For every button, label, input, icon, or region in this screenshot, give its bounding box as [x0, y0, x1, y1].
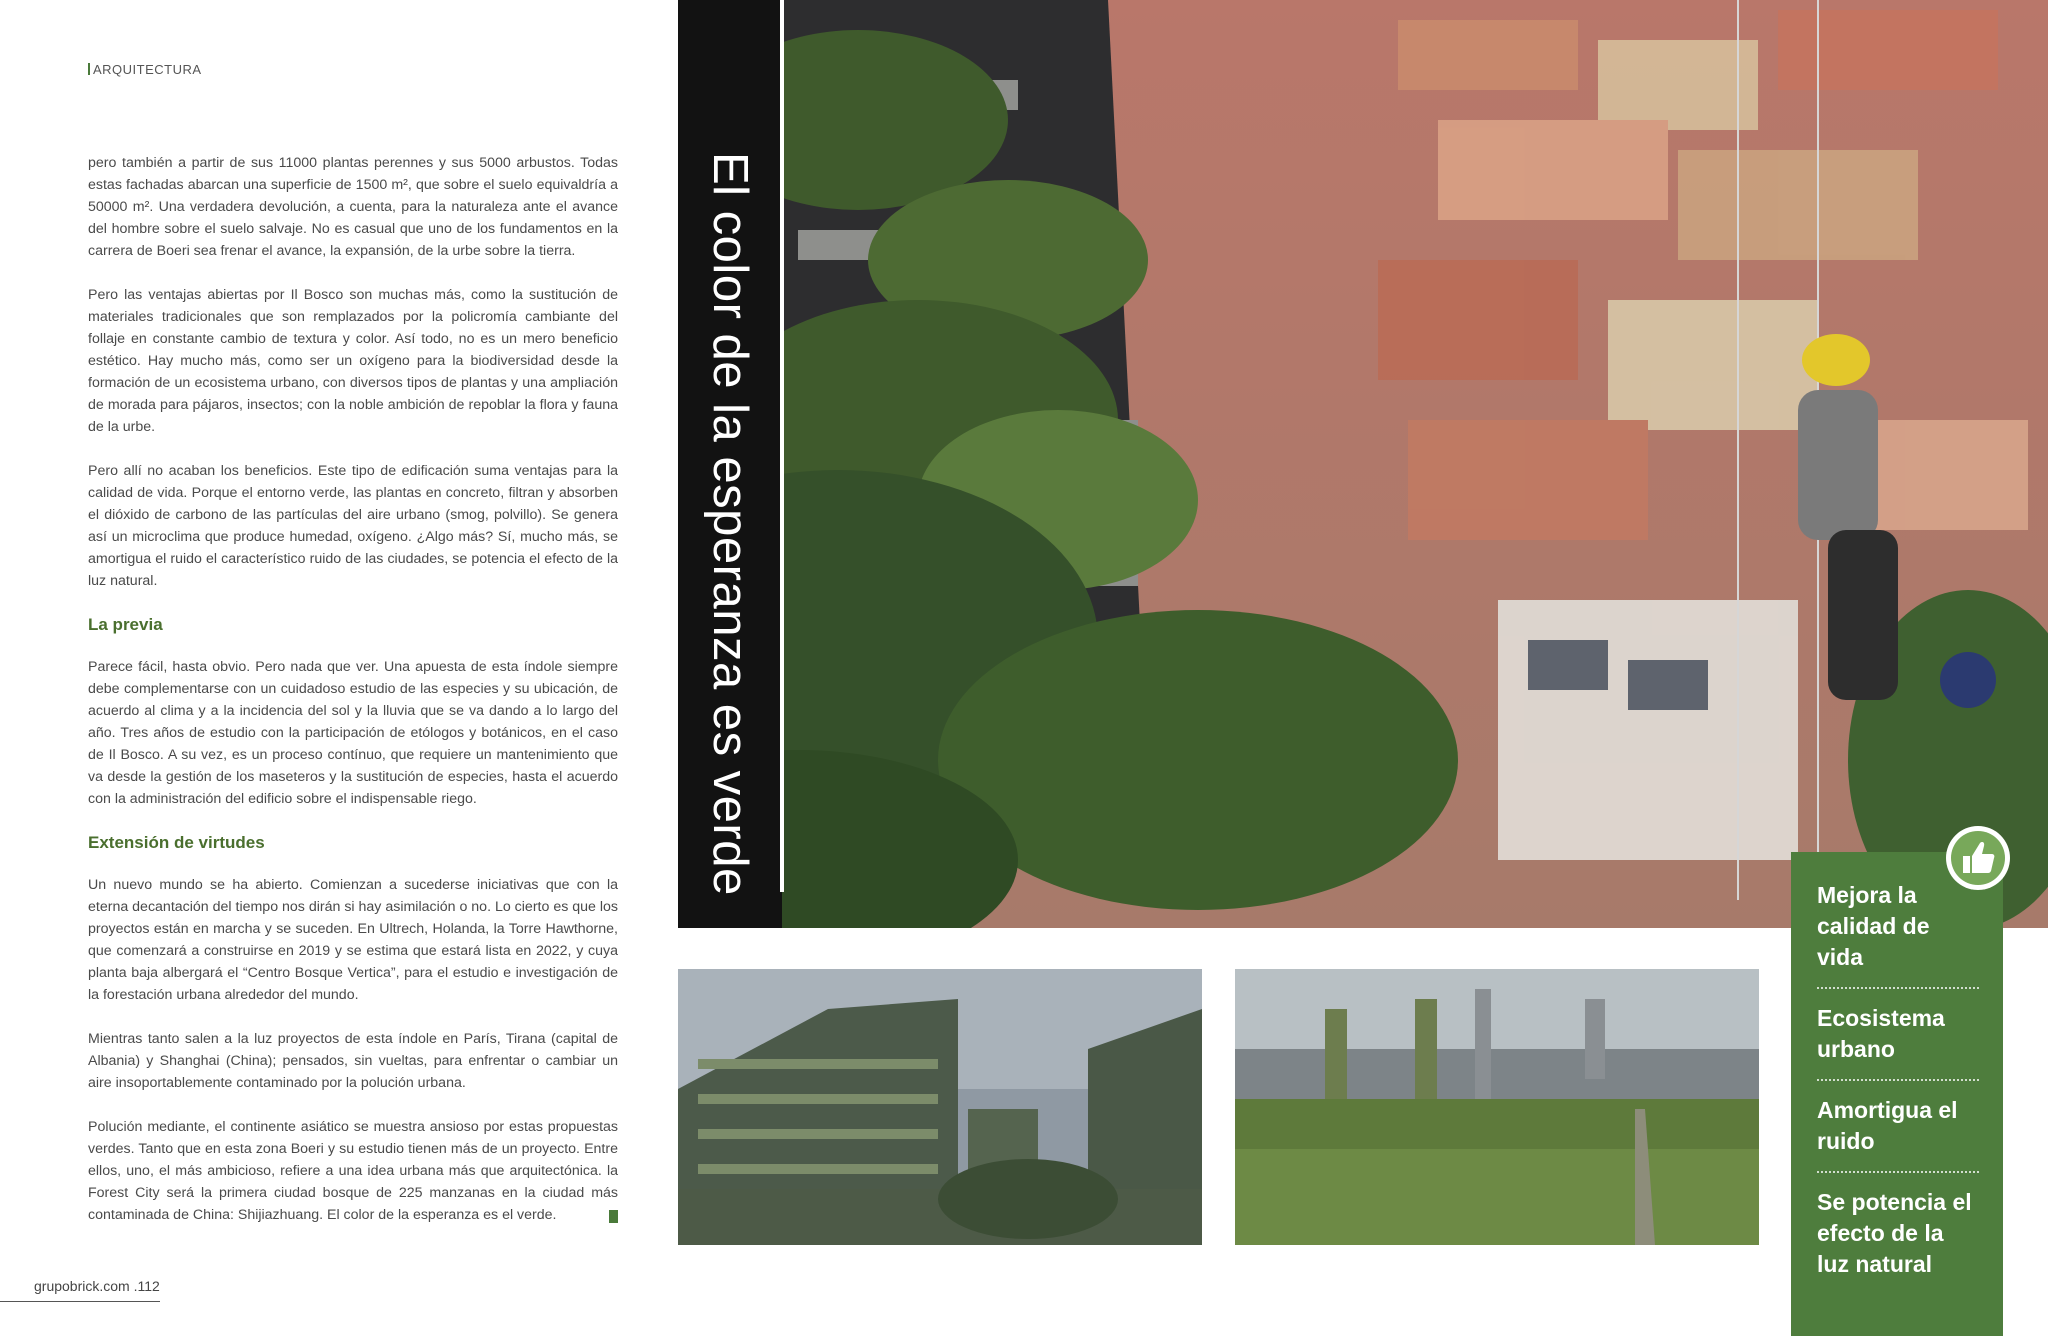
- article-body: [88, 152, 618, 1226]
- hero-title: El color de la esperanza es verde: [703, 152, 757, 896]
- hero-photo-illustration: [678, 0, 2048, 928]
- article-paragraph-3: Pero allí no acaban los beneficios. Este tipo de edificación suma ventajas para la calidad de vida. Porque el entorno verde, las plantas en concreto, filtran y absorben el dióxido de carbono de las partículas del aire urbano (smog, polvillo). Se genera así un microclima que produce humedad, oxígeno. ¿Algo más? Sí, mucho más, se amortigua el ruido el característico ruido de las ciudades, se potencia el efecto de la luz natural.: [88, 463, 618, 589]
- section-label-text: ARQUITECTURA: [93, 62, 202, 77]
- section-label-bar: [88, 63, 90, 75]
- thumbs-up-badge: [1946, 826, 2010, 890]
- photo-city-park-view-illustration: [1235, 969, 1759, 1245]
- end-of-article-mark: [609, 1210, 618, 1223]
- subheading-extension-de-virtudes: Extensión de virtudes: [88, 833, 265, 852]
- highlights-list: [1791, 880, 2003, 1308]
- page-footer: grupobrick.com .112: [34, 1278, 160, 1294]
- subheading-la-previa: La previa: [88, 615, 163, 634]
- article-paragraph-2: Pero las ventajas abiertas por Il Bosco son muchas más, como la sustitución de materiales tradicionales que son remplazados por la policromía cambiante del follaje en constante cambio de textura y color. Así todo, no es un mero beneficio estético. Hay mucho más, como ser un oxígeno para la biodiversidad desde la formación de un ecosistema urbano, con diversos tipos de plantas y una ampliación de morada para pájaros, insectos; con la noble ambición de repoblar la flora y fauna de la urbe.: [88, 287, 618, 435]
- article-paragraph-7-text: Polución mediante, el continente asiático se muestra ansioso por estas propuestas verdes. Tanto que en esta zona Boeri y su estudio tienen más de un proyecto. Entre ellos, uno, el más ambicioso, refiere a una idea urbana más que arquitectónica. la Forest City será la primera ciudad bosque de 225 manzanas en la ciudad más contaminada de China: Shijiazhuang. El color de la esperanza es el verde.: [88, 1119, 618, 1223]
- hero-title-rule: [780, 0, 784, 892]
- article-paragraph-7: [88, 1116, 618, 1226]
- article-paragraph-5: Un nuevo mundo se ha abierto. Comienzan a sucederse iniciativas que con la eterna decantación del tiempo nos dirán si hay asimilación o no. Lo cierto es que los proyectos están en marcha y se suceden. En Ultrech, Holanda, la Torre Hawthorne, que comenzará a construirse en 2019 y se estima que estará lista en 2022, y cuya planta baja albergará el “Centro Bosque Vertica”, para el estudio e investigación de la forestación urbana alrededor del mundo.: [88, 877, 618, 1003]
- highlight-item: Amortigua el ruido: [1817, 1095, 1979, 1173]
- article-paragraph-6: Mientras tanto salen a la luz proyectos de esta índole en París, Tirana (capital de Albania) y Shanghai (China); pensados, sin vueltas, para enfrentar o cambiar un aire insoportablemente contaminado por la polución urbana.: [88, 1031, 618, 1091]
- thumbs-up-badge-inner: [1951, 831, 2005, 885]
- photo-forest-city-render: [678, 969, 1202, 1245]
- article-paragraph-1: pero también a partir de sus 11000 plantas perennes y sus 5000 arbustos. Todas estas fachadas abarcan una superficie de 1500 m², que sobre el suelo equivaldría a 50000 m². Una verdadera devolución, a cuenta, para la naturaleza ante el avance del hombre sobre el suelo salvaje. No es casual que uno de los fundamentos en la carrera de Boeri sea frenar el avance, la expansión, de la urbe sobre la tierra.: [88, 155, 618, 259]
- hero-title-wrap: [678, 152, 782, 896]
- highlight-item: Ecosistema urbano: [1817, 1003, 1979, 1081]
- photo-city-park-view: [1235, 969, 1759, 1245]
- section-label: [88, 62, 202, 77]
- footer-rule: [0, 1301, 160, 1302]
- highlights-panel: [1791, 852, 2003, 1336]
- highlight-item: Se potencia el efecto de la luz natural: [1817, 1189, 1972, 1277]
- highlight-item: Mejora la calidad de vida: [1817, 880, 1979, 989]
- photo-forest-city-render-illustration: [678, 969, 1202, 1245]
- thumbs-up-icon: [1951, 831, 2005, 885]
- article-paragraph-4: Parece fácil, hasta obvio. Pero nada que ver. Una apuesta de esta índole siempre debe complementarse con un cuidadoso estudio de las especies y su ubicación, de acuerdo al clima y a la incidencia del sol y la lluvia que se va dando a lo largo del año. Tres años de estudio con la participación de etólogos y botánicos, en el caso de Il Bosco. A su vez, es un proceso contínuo, que requiere un mantenimiento que va desde la gestión de los maseteros y la sustitución de especies, hasta el acuerdo con la administración del edificio sobre el indispensable riego.: [88, 659, 618, 807]
- hero-photo: [678, 0, 2048, 928]
